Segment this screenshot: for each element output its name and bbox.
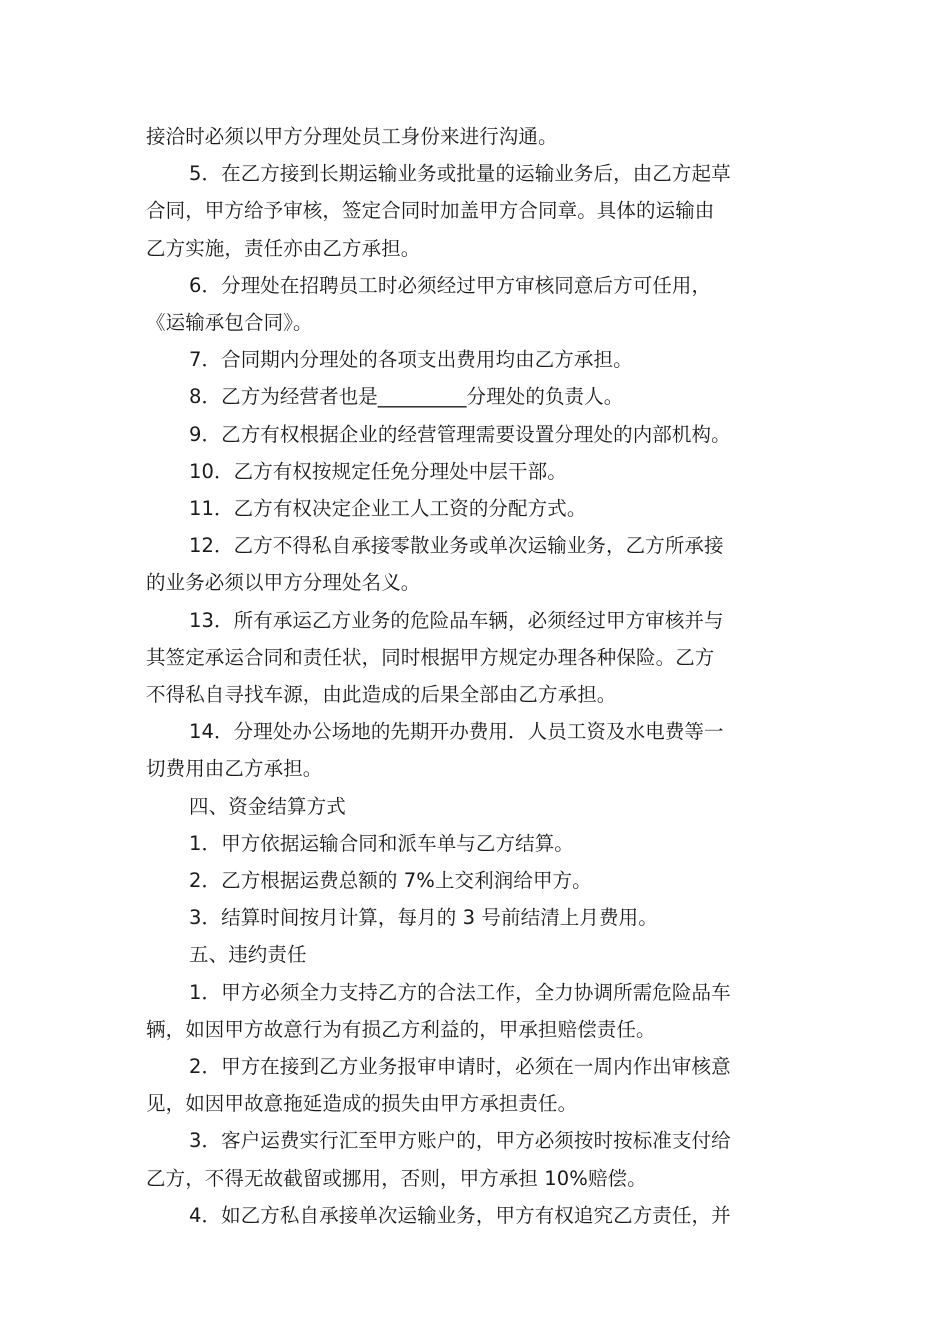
paragraph-line: 6．分理处在招聘员工时必须经过甲方审核同意后方可任用，: [189, 273, 712, 297]
paragraph-line: 《运输承包合同》。: [146, 311, 313, 335]
paragraph-line: 不得私自寻找车源，由此造成的后果全部由乙方承担。: [146, 683, 617, 707]
paragraph-line: 辆，如因甲方故意行为有损乙方利益的，甲承担赔偿责任。: [146, 1017, 656, 1041]
paragraph-line: 的业务必须以甲方分理处名义。: [146, 571, 421, 595]
paragraph-line: 14．分理处办公场地的先期开办费用．人员工资及水电费等一: [189, 720, 724, 744]
paragraph-line: 见，如因甲故意拖延造成的损失由甲方承担责任。: [146, 1092, 578, 1116]
paragraph-line: 接洽时必须以甲方分理处员工身份来进行沟通。: [146, 125, 558, 148]
paragraph-line: 其签定承运合同和责任状，同时根据甲方规定办理各种保险。乙方: [146, 645, 715, 669]
document-body: [146, 118, 810, 1234]
paragraph-line: 7．合同期内分理处的各项支出费用均由乙方承担。: [189, 348, 633, 372]
paragraph-line: 5．在乙方接到长期运输业务或批量的运输业务后，由乙方起草: [189, 162, 731, 186]
paragraph-line: 11．乙方有权决定企业工人工资的分配方式。: [189, 497, 587, 521]
paragraph-line: 10．乙方有权按规定任免分理处中层干部。: [189, 459, 567, 483]
paragraph-line: 9．乙方有权根据企业的经营管理需要设置分理处的内部机构。: [189, 422, 731, 446]
paragraph-line: 4．如乙方私自承接单次运输业务，甲方有权追究乙方责任，并: [189, 1203, 731, 1227]
paragraph-line: 12．乙方不得私自承接零散业务或单次运输业务，乙方所承接: [189, 534, 724, 558]
paragraph-line: 1．甲方必须全力支持乙方的合法工作，全力协调所需危险品车: [189, 980, 731, 1004]
section-heading: 四、资金结算方式: [189, 794, 346, 818]
paragraph-line: 乙方，不得无故截留或挪用，否则，甲方承担 10%赔偿。: [146, 1166, 647, 1190]
paragraph-line: 乙方实施，责任亦由乙方承担。: [146, 236, 421, 260]
section-heading: 五、违约责任: [189, 943, 307, 967]
paragraph-line: 合同，甲方给予审核，签定合同时加盖甲方合同章。具体的运输由: [146, 199, 715, 223]
paragraph-line: 3．客户运费实行汇至甲方账户的，甲方必须按时按标准支付给: [189, 1129, 731, 1153]
paragraph-line: 2．乙方根据运费总额的 7%上交利润给甲方。: [189, 869, 592, 893]
paragraph-line: 2．甲方在接到乙方业务报审申请时，必须在一周内作出审核意: [189, 1055, 731, 1079]
paragraph-line: 8．乙方为经营者也是_________分理处的负责人。: [189, 385, 624, 409]
paragraph-line: 3．结算时间按月计算，每月的 3 号前结清上月费用。: [189, 906, 658, 930]
paragraph-line: 切费用由乙方承担。: [146, 757, 323, 781]
paragraph-line: 1．甲方依据运输合同和派车单与乙方结算。: [189, 831, 574, 855]
paragraph-line: 13．所有承运乙方业务的危险品车辆，必须经过甲方审核并与: [189, 608, 724, 632]
